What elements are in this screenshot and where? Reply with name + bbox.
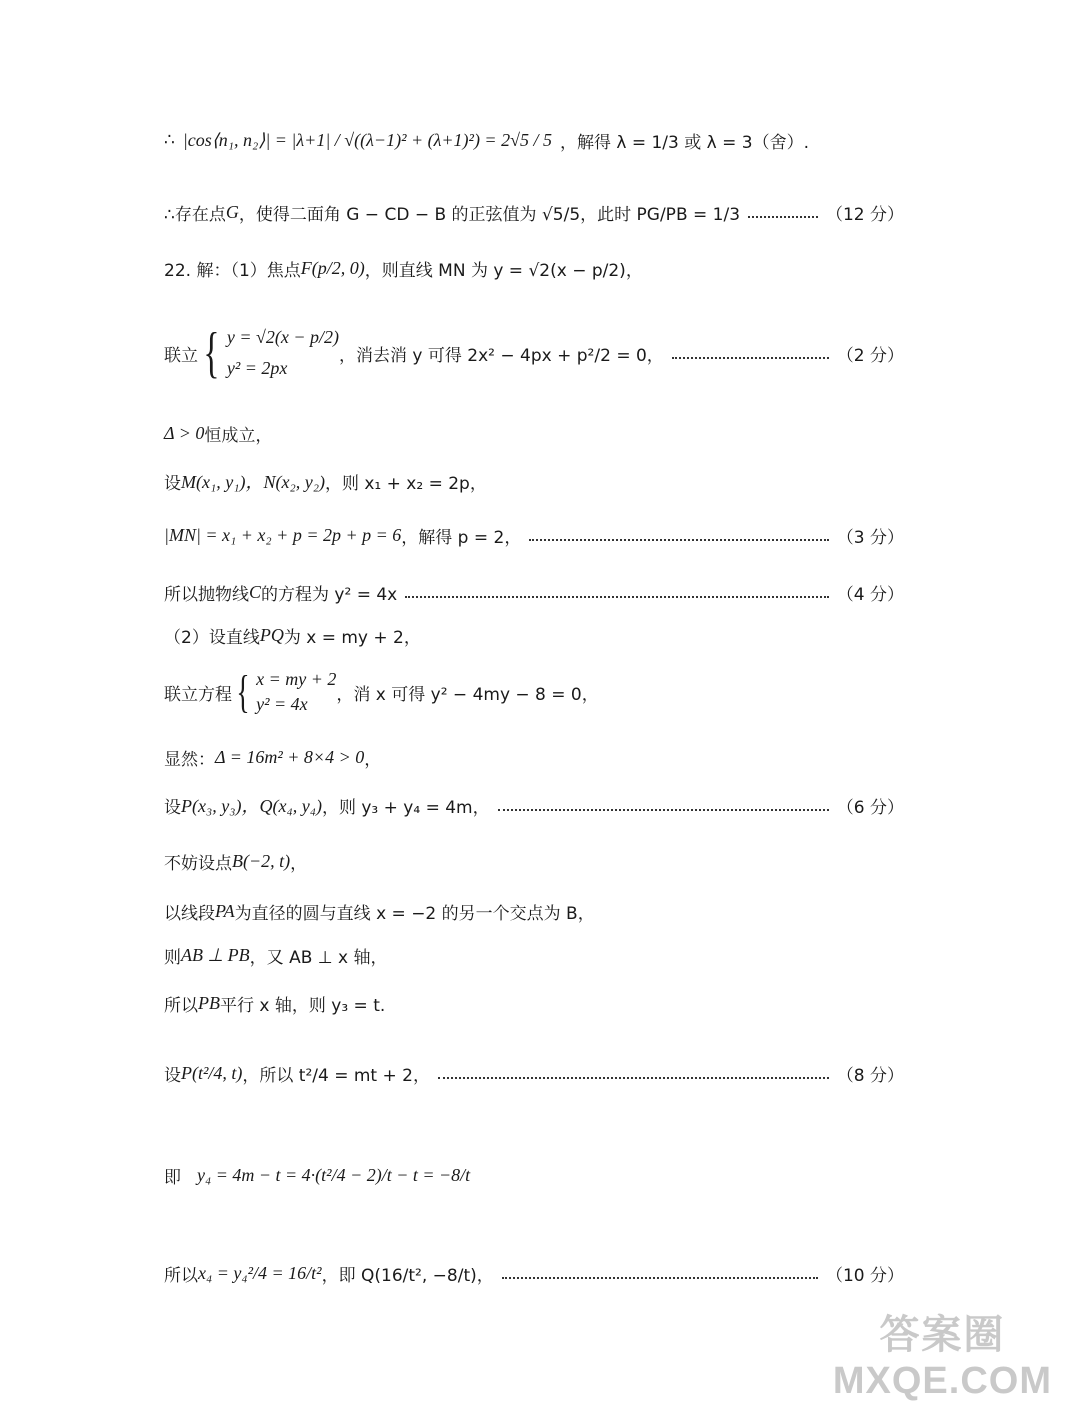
discriminant: Δ = 16m² + 8×4 > 0 xyxy=(215,746,365,767)
x4-derivation: x₄ = y₄²/4 = 16/t² xyxy=(198,1262,322,1283)
system2-eq1: x = my + 2 xyxy=(256,669,337,689)
watermark-logo: 答案圈 xyxy=(879,1312,1006,1358)
score-3: （3 分） xyxy=(836,527,904,548)
score-10: （10 分） xyxy=(825,1265,904,1286)
line-text: ，又 AB ⊥ x 轴， xyxy=(249,947,388,968)
line-mn: ，则直线 MN 为 y = √2(x − p/2)， xyxy=(364,260,643,281)
eliminate-y: ，消去消 y 可得 2x² − 4px + p²/2 = 0， xyxy=(339,345,664,366)
line-x4 xyxy=(164,1246,904,1300)
line-text: ，解得 p = 2， xyxy=(401,527,522,548)
line-set-p xyxy=(164,1048,904,1098)
line-text: 为 x = my + 2， xyxy=(283,627,421,648)
line-text: ，则 x₁ + x₂ = 2p， xyxy=(324,473,487,494)
line-system-1 xyxy=(164,312,904,394)
line-delta-positive xyxy=(164,418,904,448)
line-point-b xyxy=(164,846,904,876)
watermark xyxy=(833,1303,1052,1403)
line-text: ，使得二面角 G − CD − B 的正弦值为 √5/5，此时 PG/PB = 1/3 xyxy=(238,204,741,225)
line-prefix: （2）设直线 xyxy=(164,627,260,648)
score-12: （12 分） xyxy=(825,204,904,225)
line-set-pq xyxy=(164,790,904,820)
eliminate-x: ，消 x 可得 y² − 4my − 8 = 0， xyxy=(336,684,599,705)
line-circle xyxy=(164,896,904,926)
problem-22-label: 22. 解：（1）焦点 xyxy=(164,260,301,281)
line-prefix: 所以 xyxy=(164,995,198,1016)
line-set-mn xyxy=(164,466,904,496)
line-text: 为直径的圆与直线 x = −2 的另一个交点为 B， xyxy=(234,903,595,924)
therefore-symbol: ∴ xyxy=(164,130,175,150)
line-prefix: 所以 xyxy=(164,1265,198,1286)
line-prefix: 设 xyxy=(164,473,181,494)
line-y4 xyxy=(164,1140,904,1210)
line-text: ，所以 t²/4 = mt + 2， xyxy=(242,1065,430,1086)
point-g: G xyxy=(225,201,239,222)
system-brace-2 xyxy=(232,666,337,717)
line-prefix: 联立方程 xyxy=(164,684,232,705)
line-text: ，即 Q(16/t², −8/t)， xyxy=(321,1265,494,1286)
system-brace-1 xyxy=(198,322,340,384)
dot-leader xyxy=(498,809,829,811)
line-prefix: 以线段 xyxy=(164,903,215,924)
line-text: ， xyxy=(364,749,382,770)
point-b: B(−2, t) xyxy=(232,850,291,871)
line-prefix: 设 xyxy=(164,797,181,818)
dot-leader xyxy=(405,596,829,598)
ab-perp-pb: AB ⊥ PB xyxy=(181,944,250,965)
line-prefix: 则 xyxy=(164,947,181,968)
score-8: （8 分） xyxy=(836,1065,904,1086)
dot-leader xyxy=(438,1077,829,1079)
line-prefix: 不妨设点 xyxy=(164,853,232,874)
points-mn: M(x₁, y₁)，N(x₂, y₂) xyxy=(181,472,325,492)
line-perpendicular xyxy=(164,940,904,970)
line-mn-length xyxy=(164,520,904,550)
system1-eq2: y² = 2px xyxy=(226,358,288,378)
line-pq: PQ xyxy=(259,624,284,645)
dot-leader xyxy=(529,539,828,541)
line-parabola xyxy=(164,577,904,607)
score-4: （4 分） xyxy=(836,584,904,605)
dot-leader xyxy=(672,357,829,359)
line-text: ，则 y₃ + y₄ = 4m， xyxy=(321,797,490,818)
cos-formula: |cos⟨n₁, n₂⟩| = |λ+1| / √((λ−1)² + (λ+1)²) = 2√5 / 5 xyxy=(182,129,552,150)
dot-leader xyxy=(502,1277,818,1279)
system1-eq1: y = √2(x − p/2) xyxy=(226,327,340,347)
score-6: （6 分） xyxy=(836,797,904,818)
solution-lambda: ，解得 λ = 1/3 或 λ = 3（舍）. xyxy=(559,132,809,153)
line-text: 的方程为 y² = 4x xyxy=(261,584,398,605)
segment-pb: PB xyxy=(198,992,220,1013)
score-2: （2 分） xyxy=(836,345,904,366)
points-pq: P(x₃, y₃)，Q(x₄, y₄) xyxy=(181,796,322,816)
line-prefix: 显然： xyxy=(164,749,215,770)
line-prefix: 联立 xyxy=(164,345,198,366)
line-text: ， xyxy=(290,853,308,874)
line-parallel xyxy=(164,988,904,1018)
line-cos-angle xyxy=(164,110,904,170)
line-point-g xyxy=(164,190,904,234)
system2-eq2: y² = 4x xyxy=(256,694,308,714)
line-prefix: 所以抛物线 xyxy=(164,584,249,605)
line-part2 xyxy=(164,620,904,650)
focus-f: F(p/2, 0) xyxy=(300,257,365,278)
line-text: 平行 x 轴，则 y₃ = t. xyxy=(220,995,386,1016)
line-discriminant xyxy=(164,742,904,772)
line-text: 恒成立， xyxy=(204,425,273,446)
segment-pa: PA xyxy=(215,900,235,921)
dot-leader xyxy=(748,216,818,218)
line-22-focus xyxy=(164,244,904,292)
line-system-2 xyxy=(164,660,904,724)
y4-derivation: y₄ = 4m − t = 4·(t²/4 − 2)/t − t = −8/t xyxy=(197,1164,471,1185)
line-prefix: 即 xyxy=(164,1167,181,1188)
delta: Δ > 0 xyxy=(164,422,205,443)
mn-length: |MN| = x₁ + x₂ + p = 2p + p = 6 xyxy=(164,524,402,545)
line-prefix: 设 xyxy=(164,1065,181,1086)
curve-c: C xyxy=(249,581,262,602)
brace-symbol: { xyxy=(203,322,220,384)
brace-symbol: { xyxy=(236,666,250,717)
watermark-url: MXQE.COM xyxy=(832,1360,1052,1402)
point-p: P(t²/4, t) xyxy=(181,1062,243,1083)
line-prefix: ∴存在点 xyxy=(164,204,226,225)
